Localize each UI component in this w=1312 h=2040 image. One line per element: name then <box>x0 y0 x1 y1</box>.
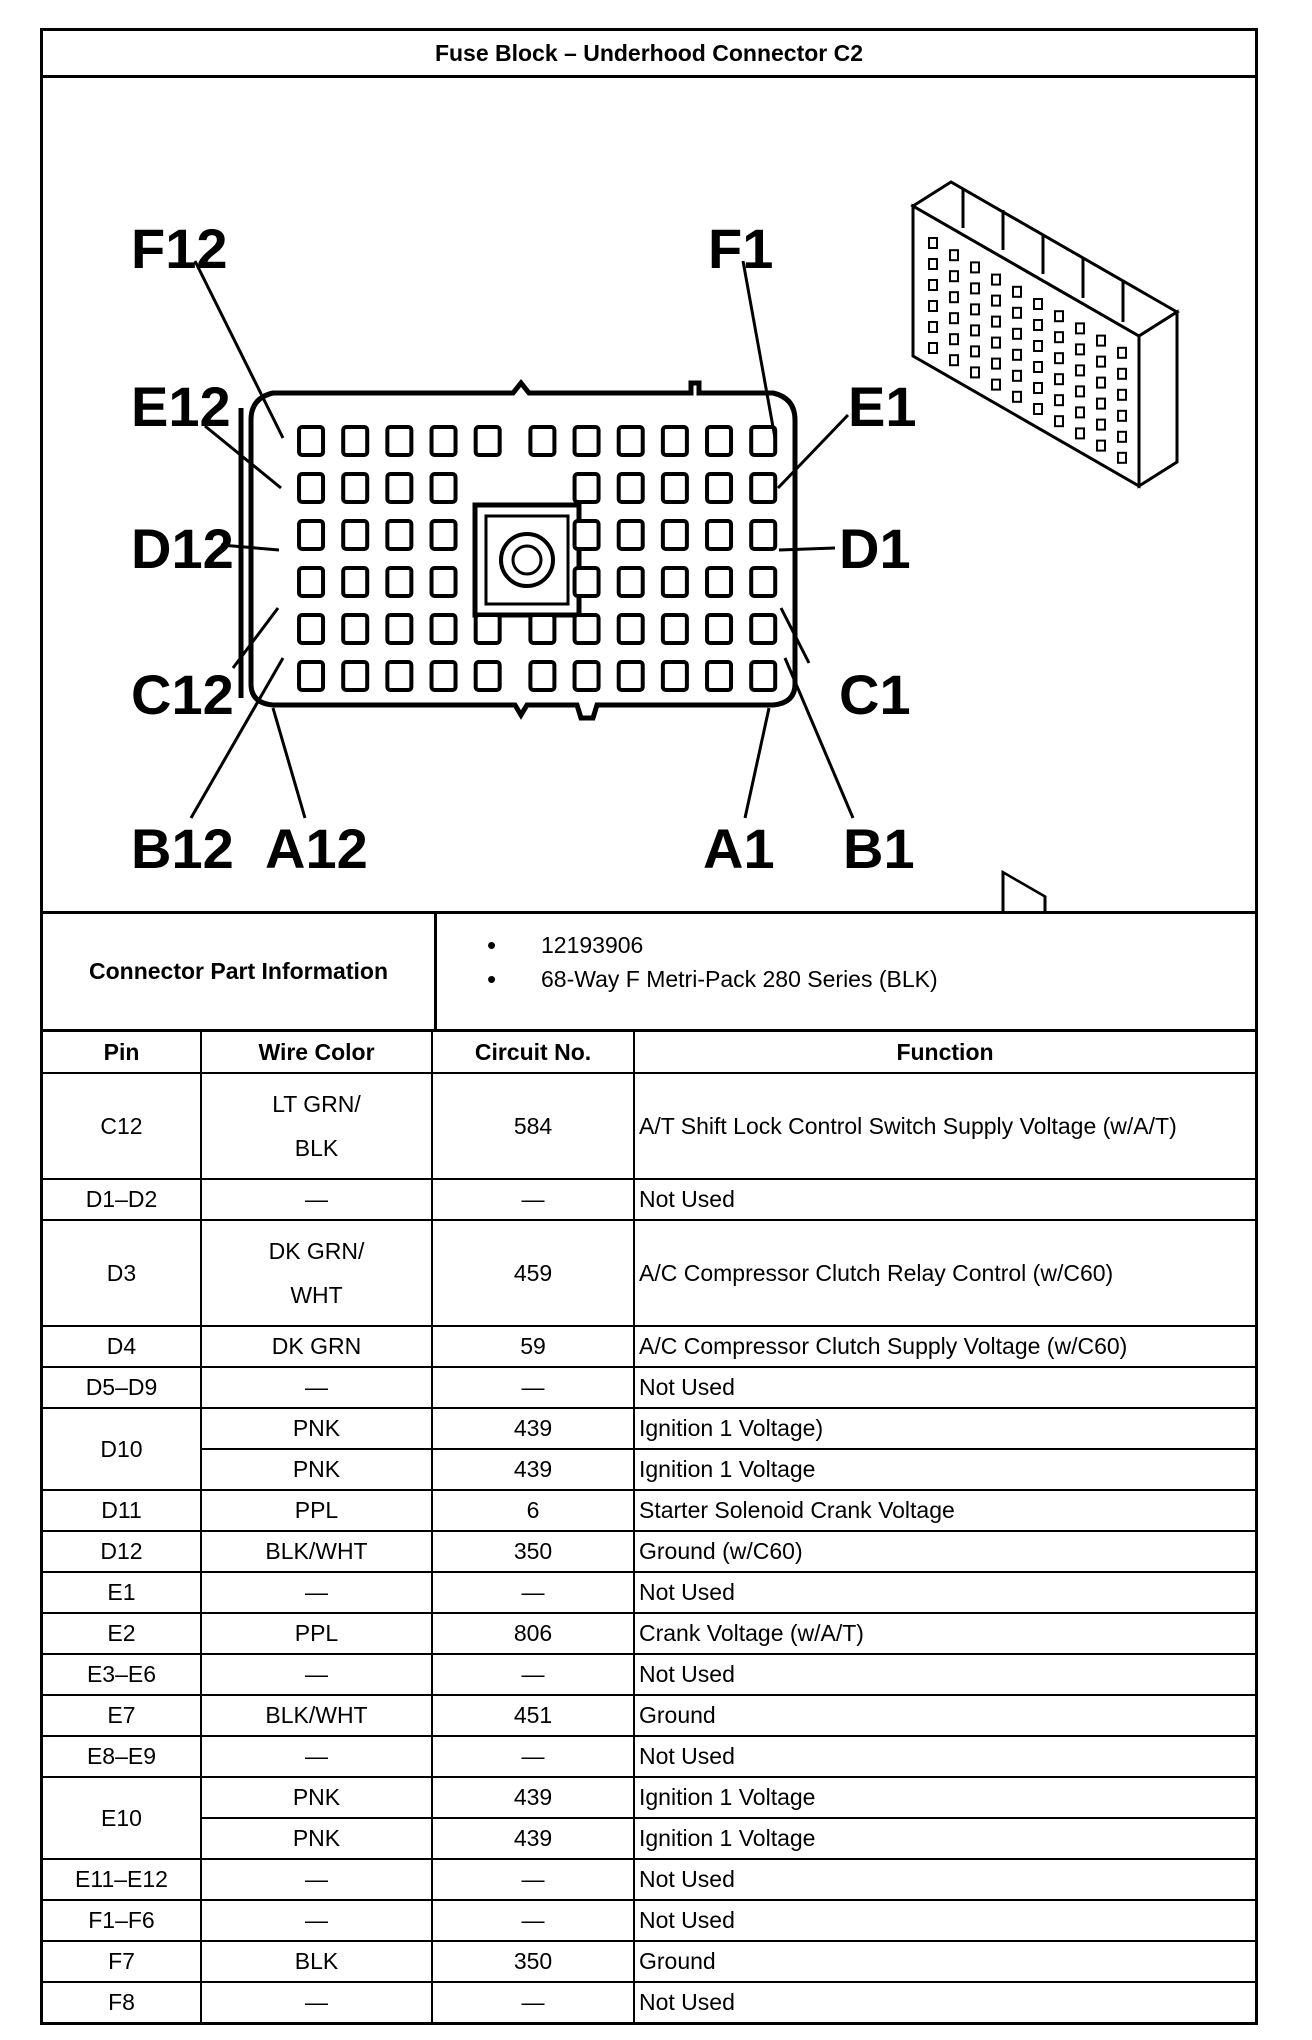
header-circuit-no: Circuit No. <box>432 1032 634 1073</box>
cell-function: A/C Compressor Clutch Relay Control (w/C60) <box>634 1220 1255 1326</box>
pin-cavity <box>707 568 731 596</box>
pin-cavity <box>707 474 731 502</box>
cell-circuit: 350 <box>432 1531 634 1572</box>
pin-cavity <box>387 662 411 690</box>
pin-cavity <box>575 474 599 502</box>
cell-circuit: 439 <box>432 1449 634 1490</box>
label-d1: D1 <box>839 517 911 580</box>
bullet-icon: • <box>487 963 497 994</box>
cell-function: Ignition 1 Voltage <box>634 1818 1255 1859</box>
pin-cavity <box>299 521 323 549</box>
cell-function: Not Used <box>634 1654 1255 1695</box>
pin-grid <box>299 427 775 690</box>
cell-wire-color: — <box>201 1859 432 1900</box>
cell-wire-color: DK GRN/ WHT <box>201 1220 432 1326</box>
pin-cavity <box>751 521 775 549</box>
pin-cavity <box>751 615 775 643</box>
cell-pin: F1–F6 <box>43 1900 201 1941</box>
cell-function: Ignition 1 Voltage <box>634 1777 1255 1818</box>
pin-cavity <box>751 568 775 596</box>
cell-circuit: 439 <box>432 1408 634 1449</box>
cell-wire-color: BLK/WHT <box>201 1695 432 1736</box>
pin-cavity <box>476 662 500 690</box>
pin-cavity <box>575 615 599 643</box>
pin-cavity <box>663 615 687 643</box>
cell-pin: E11–E12 <box>43 1859 201 1900</box>
label-a12: A12 <box>265 817 368 880</box>
cell-pin: D3 <box>43 1220 201 1326</box>
pin-cavity <box>432 427 456 455</box>
cell-function: Starter Solenoid Crank Voltage <box>634 1490 1255 1531</box>
table-row <box>43 1982 1255 2022</box>
connector-info-list <box>437 914 1255 1029</box>
pin-cavity <box>432 615 456 643</box>
pin-cavity <box>530 427 554 455</box>
cell-pin: E8–E9 <box>43 1736 201 1777</box>
pin-cavity <box>575 568 599 596</box>
pin-cavity <box>575 521 599 549</box>
cell-pin: D4 <box>43 1326 201 1367</box>
cell-pin: D11 <box>43 1490 201 1531</box>
cell-pin: E1 <box>43 1572 201 1613</box>
pin-cavity <box>619 521 643 549</box>
pin-cavity <box>663 427 687 455</box>
cell-function: Ignition 1 Voltage <box>634 1449 1255 1490</box>
table-row <box>43 1941 1255 1982</box>
cell-wire-color: BLK/WHT <box>201 1531 432 1572</box>
header-function: Function <box>634 1032 1255 1073</box>
table-row <box>43 1220 1255 1326</box>
pin-cavity <box>707 521 731 549</box>
cell-circuit: 806 <box>432 1613 634 1654</box>
pin-cavity <box>751 474 775 502</box>
connector-info-item: • 68-Way F Metri-Pack 280 Series (BLK) <box>487 963 938 994</box>
cell-wire-color: PPL <box>201 1613 432 1654</box>
cell-wire-color: — <box>201 1900 432 1941</box>
cell-function: Ground <box>634 1695 1255 1736</box>
pin-cavity <box>343 427 367 455</box>
cell-function: Not Used <box>634 1367 1255 1408</box>
pin-cavity <box>619 474 643 502</box>
cell-circuit: 6 <box>432 1490 634 1531</box>
table-row <box>43 1531 1255 1572</box>
pin-cavity <box>707 615 731 643</box>
cell-function: Not Used <box>634 1859 1255 1900</box>
label-b1: B1 <box>843 817 915 880</box>
cell-function: Ground <box>634 1941 1255 1982</box>
connector-info-item: • 12193906 <box>487 929 644 960</box>
label-f12: F12 <box>131 217 228 280</box>
cell-pin: D10 <box>43 1408 201 1490</box>
label-f1: F1 <box>708 217 774 280</box>
cell-function: Not Used <box>634 1736 1255 1777</box>
cell-wire-color: — <box>201 1367 432 1408</box>
label-b12: B12 <box>131 817 234 880</box>
cell-circuit: — <box>432 1982 634 2022</box>
table-row <box>43 1449 1255 1490</box>
table-row <box>43 1777 1255 1818</box>
pin-cavity <box>530 615 554 643</box>
cell-wire-color: BLK <box>201 1941 432 1982</box>
pin-cavity <box>707 427 731 455</box>
label-c12: C12 <box>131 663 234 726</box>
table-row <box>43 1490 1255 1531</box>
cell-circuit: — <box>432 1736 634 1777</box>
pin-cavity <box>387 568 411 596</box>
label-a1: A1 <box>703 817 775 880</box>
pin-cavity <box>432 521 456 549</box>
pin-cavity <box>299 427 323 455</box>
center-latch <box>475 505 579 615</box>
pin-cavity <box>663 474 687 502</box>
cell-pin: F8 <box>43 1982 201 2022</box>
cell-circuit: — <box>432 1572 634 1613</box>
pin-cavity <box>751 662 775 690</box>
cell-circuit: — <box>432 1859 634 1900</box>
cell-circuit: 439 <box>432 1777 634 1818</box>
cell-pin: E10 <box>43 1777 201 1859</box>
table-header-row <box>43 1032 1255 1073</box>
cell-wire-color: PNK <box>201 1777 432 1818</box>
pin-cavity <box>343 615 367 643</box>
header-wire-color: Wire Color <box>201 1032 432 1073</box>
cell-wire-color: PNK <box>201 1408 432 1449</box>
table-row <box>43 1179 1255 1220</box>
cell-pin: E3–E6 <box>43 1654 201 1695</box>
table-row <box>43 1613 1255 1654</box>
table-row <box>43 1367 1255 1408</box>
cell-pin: C12 <box>43 1073 201 1179</box>
cell-wire-color: — <box>201 1982 432 2022</box>
cell-function: Ignition 1 Voltage) <box>634 1408 1255 1449</box>
label-e12: E12 <box>131 375 231 438</box>
cell-wire-color: PPL <box>201 1490 432 1531</box>
cell-circuit: 439 <box>432 1818 634 1859</box>
cell-wire-color: — <box>201 1572 432 1613</box>
table-row <box>43 1326 1255 1367</box>
cell-circuit: 584 <box>432 1073 634 1179</box>
cell-circuit: — <box>432 1654 634 1695</box>
table-row <box>43 1859 1255 1900</box>
cell-pin: D1–D2 <box>43 1179 201 1220</box>
connector-part-information <box>43 914 1255 1032</box>
pin-cavity <box>432 662 456 690</box>
pin-cavity <box>299 662 323 690</box>
cell-wire-color: LT GRN/ BLK <box>201 1073 432 1179</box>
cell-pin: E7 <box>43 1695 201 1736</box>
pin-cavity <box>343 662 367 690</box>
table-row <box>43 1073 1255 1179</box>
pin-table <box>43 1032 1255 2022</box>
cell-circuit: — <box>432 1179 634 1220</box>
cell-function: Not Used <box>634 1572 1255 1613</box>
table-row <box>43 1736 1255 1777</box>
table-row <box>43 1572 1255 1613</box>
table-row <box>43 1900 1255 1941</box>
cell-wire-color: — <box>201 1179 432 1220</box>
pin-cavity <box>476 615 500 643</box>
cell-function: A/T Shift Lock Control Switch Supply Voltage (w/A/T) <box>634 1073 1255 1179</box>
cell-wire-color: DK GRN <box>201 1326 432 1367</box>
label-e1: E1 <box>848 375 917 438</box>
cell-pin: D12 <box>43 1531 201 1572</box>
cell-circuit: — <box>432 1367 634 1408</box>
cell-function: Not Used <box>634 1179 1255 1220</box>
pin-cavity <box>619 662 643 690</box>
pin-cavity <box>619 568 643 596</box>
pin-cavity <box>575 662 599 690</box>
connector-figure <box>43 78 1255 914</box>
cell-function: Not Used <box>634 1982 1255 2022</box>
connector-face-diagram <box>43 78 1255 911</box>
pin-cavity <box>299 474 323 502</box>
cell-function: Not Used <box>634 1900 1255 1941</box>
pin-cavity <box>619 427 643 455</box>
label-c1: C1 <box>839 663 911 726</box>
pin-cavity <box>432 568 456 596</box>
cell-function: Ground (w/C60) <box>634 1531 1255 1572</box>
bullet-icon: • <box>487 929 497 960</box>
pin-cavity <box>751 427 775 455</box>
table-row <box>43 1408 1255 1449</box>
cell-pin: D5–D9 <box>43 1367 201 1408</box>
table-row <box>43 1695 1255 1736</box>
table-row <box>43 1654 1255 1695</box>
pin-cavity <box>575 427 599 455</box>
page-title: Fuse Block – Underhood Connector C2 <box>43 31 1255 78</box>
pin-cavity <box>387 427 411 455</box>
pin-cavity <box>663 568 687 596</box>
pin-cavity <box>530 662 554 690</box>
pin-cavity <box>299 615 323 643</box>
table-row <box>43 1818 1255 1859</box>
cell-circuit: 451 <box>432 1695 634 1736</box>
label-d12: D12 <box>131 517 234 580</box>
cell-circuit: 59 <box>432 1326 634 1367</box>
header-pin: Pin <box>43 1032 201 1073</box>
pin-cavity <box>707 662 731 690</box>
cell-circuit: 459 <box>432 1220 634 1326</box>
cell-circuit: — <box>432 1900 634 1941</box>
cell-pin: F7 <box>43 1941 201 1982</box>
connector-sheet <box>40 28 1258 2025</box>
pin-cavity <box>387 474 411 502</box>
cell-wire-color: — <box>201 1654 432 1695</box>
cell-pin: E2 <box>43 1613 201 1654</box>
pin-cavity <box>619 615 643 643</box>
cell-circuit: 350 <box>432 1941 634 1982</box>
cell-wire-color: PNK <box>201 1449 432 1490</box>
pin-cavity <box>663 521 687 549</box>
pin-cavity <box>387 615 411 643</box>
cell-function: A/C Compressor Clutch Supply Voltage (w/C60) <box>634 1326 1255 1367</box>
cell-wire-color: — <box>201 1736 432 1777</box>
pin-cavity <box>343 521 367 549</box>
cell-wire-color: PNK <box>201 1818 432 1859</box>
pin-cavity <box>432 474 456 502</box>
pin-cavity <box>343 474 367 502</box>
pin-cavity <box>663 662 687 690</box>
pin-cavity <box>299 568 323 596</box>
cell-function: Crank Voltage (w/A/T) <box>634 1613 1255 1654</box>
pin-cavity <box>343 568 367 596</box>
pin-cavity <box>476 427 500 455</box>
pin-cavity <box>387 521 411 549</box>
connector-info-label: Connector Part Information <box>43 914 437 1029</box>
